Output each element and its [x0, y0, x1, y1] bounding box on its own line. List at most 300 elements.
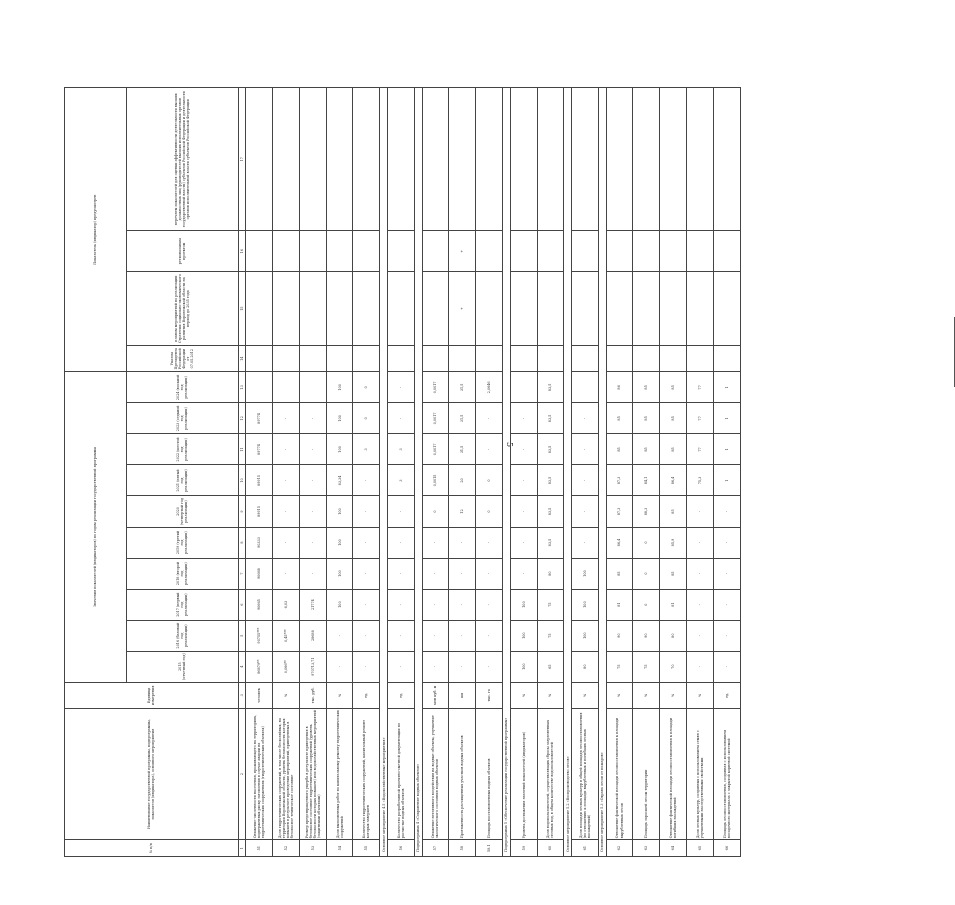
value-cell: 87,3: [606, 465, 633, 496]
unit-cell: %: [572, 682, 599, 708]
value-cell: [537, 231, 564, 272]
value-cell: -: [422, 589, 449, 620]
value-cell: 0,45***: [273, 620, 300, 651]
column-number: 15: [238, 272, 246, 346]
value-cell: 100: [326, 372, 353, 403]
value-cell: 0: [353, 403, 380, 434]
value-cell: 0: [353, 372, 380, 403]
column-number: 1: [238, 840, 246, 857]
value-cell: -: [476, 651, 503, 682]
value-cell: 90755***: [246, 620, 273, 651]
value-cell: 100: [510, 651, 537, 682]
value-cell: 81: [660, 589, 687, 620]
section-row: [598, 88, 606, 857]
row-number: 53: [299, 840, 326, 857]
value-cell: 1: [713, 465, 740, 496]
value-cell: [246, 231, 273, 272]
value-cell: 89915: [246, 465, 273, 496]
row-number: 55: [353, 840, 380, 857]
value-cell: [353, 346, 380, 372]
unit-cell: %: [660, 682, 687, 708]
value-cell: -: [510, 434, 537, 465]
value-cell: 100: [572, 620, 599, 651]
value-cell: -: [713, 558, 740, 589]
column-number: 4: [238, 651, 246, 682]
table-row: [606, 88, 633, 857]
year-header: 2023 (седьмой год реализации): [126, 403, 238, 434]
row-number: 61: [572, 840, 599, 857]
value-cell: 28688: [299, 620, 326, 651]
value-cell: 80: [660, 620, 687, 651]
col-name-header: Наименование государственной программы, подпрограммы, показателя (индикатора), основного мероприятия: [65, 708, 239, 839]
section-row: [380, 88, 388, 857]
column-number: 8: [238, 527, 246, 558]
year-header: 2015 (отчетный год): [126, 651, 238, 682]
value-cell: 89915: [246, 496, 273, 527]
indicator-name: Площадь лесовосстановления, созданная с использованием посадочного материала с закрытой корневой системой: [713, 708, 740, 839]
value-cell: -: [388, 527, 415, 558]
value-cell: 0: [476, 465, 503, 496]
indicator-name: Доля водопользователей, осуществляющих сбросы загрязненных сточных вод, в общем количестве водопользователей: [537, 708, 564, 839]
col-num-header: № п/п: [65, 840, 239, 857]
value-cell: -: [510, 527, 537, 558]
value-cell: 90668: [246, 558, 273, 589]
section-title: Основное мероприятие 5.2 «Воспроизводство лесов»: [564, 88, 572, 857]
row-number: 64: [660, 840, 687, 857]
link-column-header: региональным проектом: [126, 231, 238, 272]
value-cell: [299, 346, 326, 372]
unit-cell: человек: [246, 682, 273, 708]
value-cell: [606, 272, 633, 346]
value-cell: [537, 88, 564, 231]
value-cell: -: [713, 589, 740, 620]
value-cell: [686, 231, 713, 272]
table-row: [299, 88, 326, 857]
value-cell: 85: [633, 372, 660, 403]
link-column-header: Указом Президента Российской Федерации от 07.05.2012: [126, 346, 238, 372]
value-cell: [606, 346, 633, 372]
value-cell: 12: [449, 496, 476, 527]
value-cell: 3: [388, 434, 415, 465]
table-row: [686, 88, 713, 857]
value-cell: [476, 346, 503, 372]
section-title: Основное мероприятие 5.3 «Охрана лесов от пожаров»: [598, 88, 606, 857]
table-row: [510, 88, 537, 857]
table-row: [273, 88, 300, 857]
section-title: Основное мероприятие 4.5 «Водохозяйственные мероприятия»: [380, 88, 388, 857]
value-cell: 100: [326, 403, 353, 434]
row-number: 63: [633, 840, 660, 857]
value-cell: -: [353, 496, 380, 527]
value-cell: 31,5: [449, 434, 476, 465]
indicator-name: Площадь восстановленных водных объектов: [476, 708, 503, 839]
row-number: 58.1: [476, 840, 503, 857]
column-number: 3: [238, 682, 246, 708]
value-cell: -: [449, 558, 476, 589]
unit-cell: ед.: [388, 682, 415, 708]
column-number: 17: [238, 88, 246, 231]
table-row: [326, 88, 353, 857]
value-cell: [476, 272, 503, 346]
value-cell: -: [326, 620, 353, 651]
column-number: 2: [238, 708, 246, 839]
value-cell: -: [273, 403, 300, 434]
value-cell: [353, 272, 380, 346]
value-cell: -: [353, 589, 380, 620]
value-cell: [660, 346, 687, 372]
value-cell: 80: [537, 558, 564, 589]
value-cell: 85,9: [660, 527, 687, 558]
indicators-table: [64, 87, 741, 857]
value-cell: -: [422, 620, 449, 651]
link-group-header: Показатель (индикатор) предусмотрен: [65, 88, 127, 372]
indicator-name: Доля площади лесных культур в общей площади лесовосстановления (по отношению к площади вырубленных и погибших лесных насаждений): [572, 708, 599, 839]
value-cell: 85: [633, 434, 660, 465]
value-cell: [246, 272, 273, 346]
value-cell: [713, 88, 740, 231]
value-cell: -: [326, 651, 353, 682]
value-cell: 85: [660, 558, 687, 589]
value-cell: [572, 88, 599, 231]
indicator-name: Доля выполненных работ по капитальному ремонту гидротехнических сооружений: [326, 708, 353, 839]
value-cell: [572, 231, 599, 272]
value-cell: -: [299, 434, 326, 465]
value-cell: [273, 231, 300, 272]
value-cell: 0: [633, 589, 660, 620]
row-number: 60: [537, 840, 564, 857]
value-cell: +: [449, 272, 476, 346]
value-cell: 86,4: [606, 527, 633, 558]
value-cell: [422, 231, 449, 272]
value-cell: -: [713, 527, 740, 558]
value-cell: -: [476, 434, 503, 465]
value-cell: -: [388, 589, 415, 620]
value-cell: -: [353, 558, 380, 589]
value-cell: 0: [633, 527, 660, 558]
value-cell: 89774: [246, 403, 273, 434]
unit-cell: млн куб. м: [422, 682, 449, 708]
unit-cell: км: [449, 682, 476, 708]
value-cell: 100: [572, 558, 599, 589]
value-cell: 100: [326, 496, 353, 527]
value-cell: 6,03: [273, 589, 300, 620]
value-cell: 0,0015: [422, 465, 449, 496]
value-cell: [633, 346, 660, 372]
value-cell: -: [388, 651, 415, 682]
unit-cell: %: [686, 682, 713, 708]
indicator-name: Снижение негативного воздействия на водные объекты, улучшение экологического состояния водных объектов: [422, 708, 449, 839]
year-header: 2020 (четвертый год реализации): [126, 496, 238, 527]
value-cell: [388, 272, 415, 346]
row-number: 65: [686, 840, 713, 857]
indicator-name: Размер предотвращенного ущерба в результате приведения в безопасное состояние гидротехнических сооружений (уровень безопасности которых повышен) или водохозяйственных мероприятий (защитными объектами): [299, 708, 326, 839]
value-cell: -: [388, 558, 415, 589]
value-cell: -: [353, 465, 380, 496]
value-cell: 86: [606, 372, 633, 403]
value-cell: [572, 272, 599, 346]
value-cell: 20: [449, 465, 476, 496]
year-header: 2022 (шестой год реализации): [126, 434, 238, 465]
value-cell: 100: [572, 589, 599, 620]
value-cell: [388, 231, 415, 272]
value-cell: 83,5: [537, 527, 564, 558]
value-cell: -: [449, 589, 476, 620]
value-cell: 75: [537, 620, 564, 651]
value-cell: [476, 231, 503, 272]
value-cell: -: [510, 403, 537, 434]
row-number: 66: [713, 840, 740, 857]
table-row: [246, 88, 273, 857]
row-number: 62: [606, 840, 633, 857]
value-cell: 83,5: [537, 434, 564, 465]
row-number: 52: [273, 840, 300, 857]
value-cell: [388, 346, 415, 372]
value-cell: [326, 88, 353, 231]
year-header: 2024 (восьмой год реализации): [126, 372, 238, 403]
section-title: Подпрограмма 5 «Обеспечение реализации государственной программы»: [502, 88, 510, 857]
page-number: 5: [505, 441, 515, 448]
value-cell: [422, 88, 449, 231]
value-cell: 90: [633, 620, 660, 651]
indicator-name: Площадь заросшей лесом территории: [633, 708, 660, 839]
column-number: 7: [238, 558, 246, 589]
value-cell: 0,0017: [422, 372, 449, 403]
table-row: [449, 88, 476, 857]
value-cell: 0: [476, 496, 503, 527]
value-cell: [273, 372, 300, 403]
value-cell: [510, 372, 537, 403]
unit-cell: %: [606, 682, 633, 708]
rotated-table-sheet: [64, 87, 731, 857]
section-title: Подпрограмма 4 «Сохранение водных объектов»: [414, 88, 422, 857]
value-cell: -: [388, 496, 415, 527]
value-cell: [713, 272, 740, 346]
table-row: [422, 88, 449, 857]
value-cell: [353, 88, 380, 231]
value-cell: 1: [713, 372, 740, 403]
value-cell: 100: [326, 434, 353, 465]
value-cell: -: [572, 527, 599, 558]
value-cell: 90665: [246, 589, 273, 620]
value-cell: [326, 272, 353, 346]
value-cell: -: [572, 434, 599, 465]
value-cell: 77: [686, 372, 713, 403]
value-cell: -: [572, 403, 599, 434]
value-cell: 84,1: [633, 465, 660, 496]
indicator-name: Уровень достижения значений показателей (индикаторов): [510, 708, 537, 839]
value-cell: 75: [606, 651, 633, 682]
unit-cell: тыс. га: [476, 682, 503, 708]
indicator-name: Отношение фактической площади лесовосстановления к площади вырубленных лесов: [606, 708, 633, 839]
value-cell: -: [388, 620, 415, 651]
year-header: 2017 (первый год реализации): [126, 589, 238, 620]
value-cell: -: [449, 620, 476, 651]
value-cell: 2,0646: [476, 372, 503, 403]
value-cell: -: [422, 527, 449, 558]
year-header: 2019 (третий год реализации): [126, 527, 238, 558]
unit-cell: %: [273, 682, 300, 708]
unit-cell: ед.: [353, 682, 380, 708]
value-cell: 0,0017: [422, 403, 449, 434]
value-cell: [510, 231, 537, 272]
value-cell: -: [299, 403, 326, 434]
link-column-header: перечнем показателей для оценки эффективности деятельности высших должностных лиц (руководителей высших исполнительных органов государственной власти) субъектов Российской Федерации и деятельности органов исполнительной власти субъектов Российской Федерации: [126, 88, 238, 231]
value-cell: -: [299, 558, 326, 589]
value-cell: -: [686, 558, 713, 589]
value-cell: -: [353, 651, 380, 682]
column-number: 14: [238, 346, 246, 372]
value-cell: 100: [326, 589, 353, 620]
section-row: [564, 88, 572, 857]
year-header: 2018 (второй год реализации): [126, 558, 238, 589]
table-row: [660, 88, 687, 857]
value-cell: -: [476, 403, 503, 434]
value-cell: [326, 231, 353, 272]
value-cell: [713, 346, 740, 372]
value-cell: [273, 346, 300, 372]
value-cell: -: [476, 620, 503, 651]
column-number: 11: [238, 434, 246, 465]
value-cell: -: [353, 620, 380, 651]
column-number: 16: [238, 231, 246, 272]
value-cell: -: [299, 465, 326, 496]
value-cell: 81: [606, 589, 633, 620]
value-cell: 31,5: [449, 403, 476, 434]
table-row: [537, 88, 564, 857]
value-cell: 87,3: [606, 496, 633, 527]
table-row: [713, 88, 740, 857]
row-number: 59: [510, 840, 537, 857]
value-cell: 83,5: [537, 496, 564, 527]
value-cell: [246, 372, 273, 403]
value-cell: 75: [537, 589, 564, 620]
value-cell: 83,34: [326, 465, 353, 496]
value-cell: [713, 231, 740, 272]
unit-cell: ед.: [713, 682, 740, 708]
indicator-name: Отношение фактической площади лесовосстановления к площади погибших насаждений: [660, 708, 687, 839]
value-cell: -: [686, 651, 713, 682]
value-cell: -: [422, 651, 449, 682]
value-cell: -: [713, 620, 740, 651]
table-row: [572, 88, 599, 857]
value-cell: [510, 346, 537, 372]
value-cell: [633, 88, 660, 231]
value-cell: -: [449, 651, 476, 682]
value-cell: -: [273, 527, 300, 558]
row-number: 56: [388, 840, 415, 857]
value-cell: 86,4: [660, 465, 687, 496]
value-cell: [660, 272, 687, 346]
table-row: [353, 88, 380, 857]
value-cell: [422, 272, 449, 346]
value-cell: -: [476, 558, 503, 589]
value-cell: -: [572, 465, 599, 496]
value-cell: [273, 88, 300, 231]
value-cell: [326, 346, 353, 372]
value-cell: 86879**: [246, 651, 273, 682]
value-cell: 0,0017: [422, 434, 449, 465]
value-cell: -: [476, 589, 503, 620]
table-row: [476, 88, 503, 857]
values-group-header: Значения показателей (индикаторов) по годам реализации государственной программы: [65, 372, 127, 682]
value-cell: 77: [686, 434, 713, 465]
value-cell: 31,5: [449, 372, 476, 403]
value-cell: [246, 346, 273, 372]
section-row: [502, 88, 510, 857]
value-cell: 0,066**: [273, 651, 300, 682]
value-cell: [572, 372, 599, 403]
value-cell: -: [572, 496, 599, 527]
unit-cell: %: [510, 682, 537, 708]
value-cell: [660, 231, 687, 272]
value-cell: [686, 272, 713, 346]
value-cell: 100: [510, 620, 537, 651]
column-number: 9: [238, 496, 246, 527]
indicator-name: Доля гидротехнических сооружений, в том числе бесхозяйных, на территории Воронежской области, уровень безопасности которых повышен в результате проведения мероприятий, приведенных в безопасное техническое состояние: [273, 708, 300, 839]
value-cell: [299, 231, 326, 272]
value-cell: [273, 272, 300, 346]
value-cell: -: [510, 465, 537, 496]
value-cell: 1: [713, 403, 740, 434]
value-cell: -: [713, 496, 740, 527]
value-cell: -: [686, 527, 713, 558]
row-number: 57: [422, 840, 449, 857]
value-cell: +: [449, 231, 476, 272]
value-cell: 83,5: [537, 465, 564, 496]
link-column-header: планом мероприятий по реализации Стратегии социально-экономического развития Воронежской области на период до 2035 года: [126, 272, 238, 346]
value-cell: [353, 231, 380, 272]
value-cell: [633, 231, 660, 272]
column-number: 6: [238, 589, 246, 620]
column-number: 10: [238, 465, 246, 496]
value-cell: 100: [326, 527, 353, 558]
value-cell: [510, 88, 537, 231]
value-cell: -: [299, 527, 326, 558]
value-cell: -: [353, 527, 380, 558]
section-row: [414, 88, 422, 857]
year-header: 2016 (базовый год реализации): [126, 620, 238, 651]
value-cell: 3: [353, 434, 380, 465]
value-cell: 0: [633, 558, 660, 589]
value-cell: 21774: [299, 589, 326, 620]
value-cell: -: [686, 620, 713, 651]
value-cell: [537, 346, 564, 372]
value-cell: 83,5: [537, 372, 564, 403]
value-cell: 80: [572, 651, 599, 682]
value-cell: 85: [660, 496, 687, 527]
column-number: 12: [238, 403, 246, 434]
indicator-name: Количество гидротехнических сооружений, капитальный ремонт которых завершен: [353, 708, 380, 839]
value-cell: -: [476, 527, 503, 558]
value-cell: 85: [606, 403, 633, 434]
row-number: 51: [246, 840, 273, 857]
value-cell: -: [299, 496, 326, 527]
value-cell: [686, 346, 713, 372]
value-cell: 85: [606, 558, 633, 589]
value-cell: [686, 88, 713, 231]
value-cell: [299, 272, 326, 346]
value-cell: [660, 88, 687, 231]
indicator-name: Доля лесных культур, созданных с использованием семян с улучшенными наследственными свойствами: [686, 708, 713, 839]
value-cell: 0: [422, 496, 449, 527]
unit-cell: %: [633, 682, 660, 708]
value-cell: [299, 372, 326, 403]
value-cell: 85: [633, 403, 660, 434]
value-cell: [476, 88, 503, 231]
indicator-name: Протяженность расчищенных участков водных объектов: [449, 708, 476, 839]
value-cell: [606, 88, 633, 231]
value-cell: -: [388, 372, 415, 403]
